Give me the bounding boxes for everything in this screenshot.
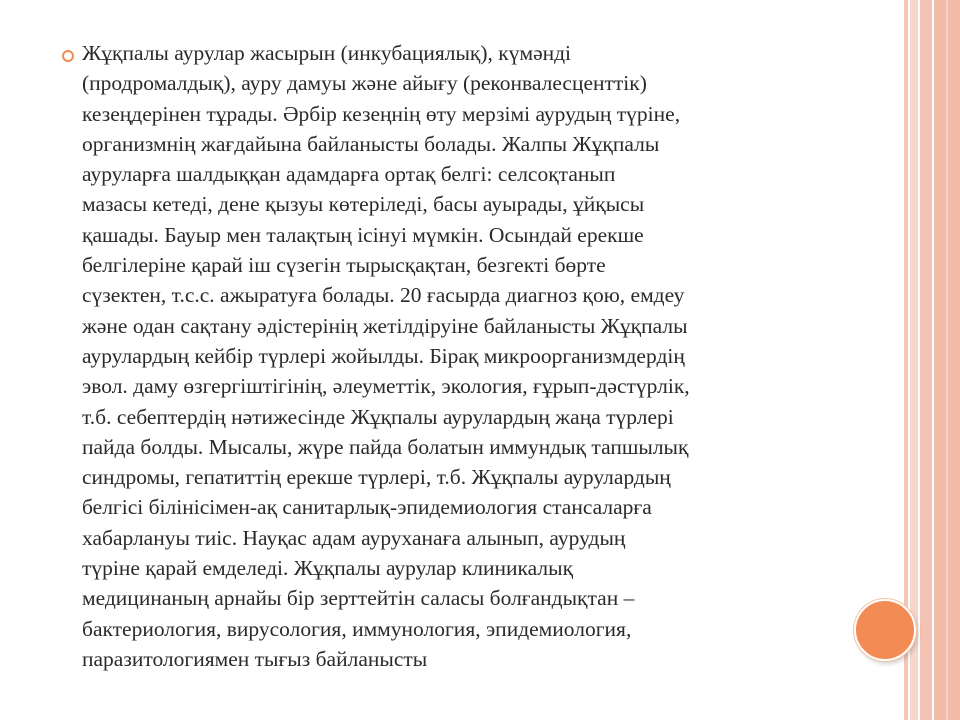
decorative-circle-icon	[854, 599, 916, 661]
bullet-icon	[62, 50, 74, 62]
paragraph-text	[82, 38, 892, 674]
decorative-stripe	[910, 0, 918, 720]
text-line: қашады. Бауыр мен талақтың ісінуі мүмкін. Осындай ерекше	[82, 222, 644, 247]
text-line: ауруларға шалдыққан адамдарға ортақ белгі: селсоқтанып	[82, 162, 616, 187]
text-line: кезеңдерінен тұрады. Әрбір кезеңнің өту мерзімі аурудың түріне,	[82, 101, 681, 126]
text-line: синдромы, гепатиттің ерекше түрлері, т.б. Жұқпалы аурулардың	[82, 465, 671, 490]
text-line: пайда болды. Мысалы, жүре пайда болатын иммундық тапшылық	[82, 434, 689, 459]
text-line: мазасы кетеді, дене қызуы көтеріледі, басы ауырады, ұйқысы	[82, 192, 645, 217]
text-line: (продромалдық), ауру дамуы және айығу (реконвалесценттік)	[82, 71, 647, 96]
text-line: белгісі білінісімен-ақ санитарлық-эпидемиология стансаларға	[82, 495, 652, 520]
text-line: медицинаның арнайы бір зерттейтін саласы болғандықтан –	[82, 586, 635, 611]
text-line: белгілеріне қарай іш сүзегін тырысқақтан, безгекті бөрте	[82, 253, 606, 278]
text-line: Жұқпалы аурулар жасырын (инкубациялық), күмәнді	[82, 41, 572, 65]
text-line: эвол. даму өзгергіштігінің, әлеуметтік, экология, ғұрып-дәстүрлік,	[82, 374, 690, 399]
text-line: және одан сақтану әдістерінің жетілдіруіне байланысты Жұқпалы	[82, 313, 688, 338]
text-line: түріне қарай емделеді. Жұқпалы аурулар клиникалық	[82, 556, 574, 581]
text-line: аурулардың кейбір түрлері жойылды. Бірақ микроорганизмдердің	[82, 343, 685, 368]
text-line: хабарлануы тиіс. Науқас адам ауруханаға алынып, аурудың	[82, 525, 626, 550]
text-line: паразитологиямен тығыз байланысты	[82, 646, 428, 671]
text-line: т.б. себептердің нәтижесінде Жұқпалы аурулардың жаңа түрлері	[82, 404, 674, 429]
text-line: бактериология, вирусология, иммунология, эпидемиология,	[82, 616, 632, 641]
decorative-stripe	[920, 0, 932, 720]
text-line: организмнің жағдайына байланысты болады. Жалпы Жұқпалы	[82, 131, 660, 156]
decorative-stripe	[946, 0, 948, 720]
text-line: сүзектен, т.с.с. ажыратуға болады. 20 ғасырда диагноз қою, емдеу	[82, 283, 685, 308]
